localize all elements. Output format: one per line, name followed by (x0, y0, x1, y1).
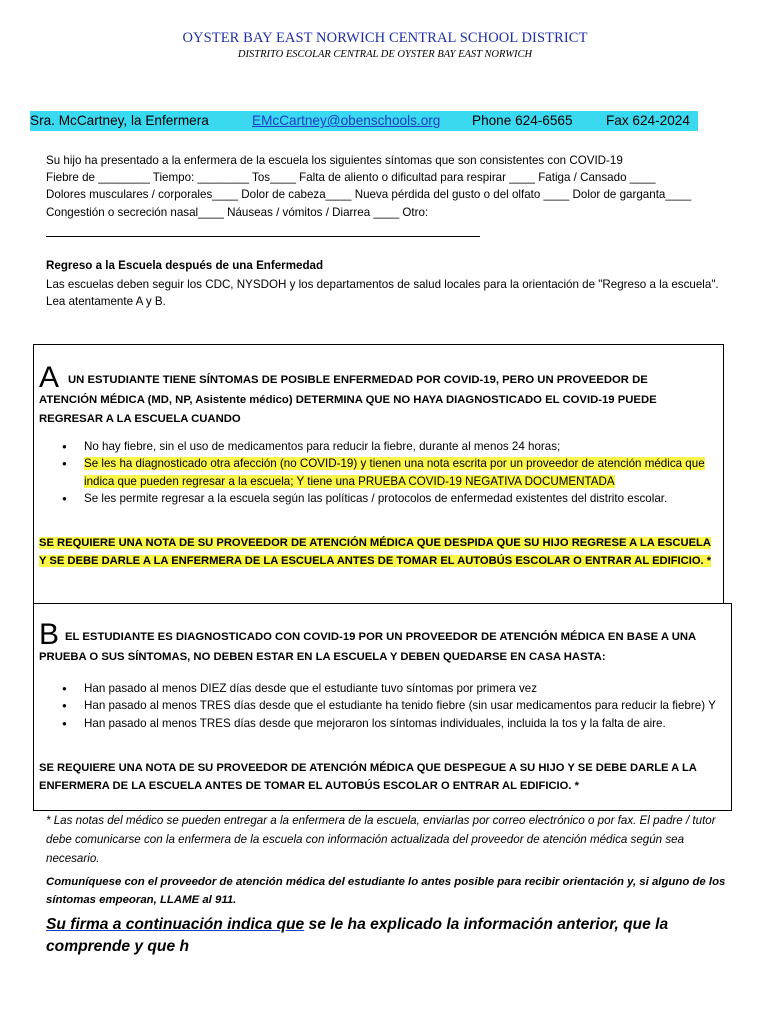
return-guidance: Las escuelas deben seguir los CDC, NYSDOH y los departamentos de salud locales para la orientación de "Regreso a la escuela". (46, 278, 719, 291)
section-b-bullet-3: ● Han pasado al menos TRES días desde que mejoraron los síntomas individuales, incluida la tos y la falta de aire. (46, 715, 718, 732)
section-b-heading-rest: PRUEBA O SUS SÍNTOMAS, NO DEBEN ESTAR EN LA ESCUELA Y DEBEN QUEDARSE EN CASA HASTA: (39, 651, 606, 663)
section-a-notice (39, 534, 714, 571)
section-b-bullet-2: ● Han pasado al menos TRES días desde que el estudiante ha tenido fiebre (sin usar medicamentos para reducir la fiebre) Y (46, 697, 718, 714)
symptoms-line-3: Congestión o secreción nasal____ Náuseas / vómitos / Diarrea ____ Otro: (46, 206, 429, 219)
section-b-letter: B (39, 618, 60, 651)
return-read-note: Lea atentamente A y B. (46, 295, 166, 309)
return-section-text (46, 276, 726, 310)
symptoms-line-2: Dolores musculares / corporales____ Dolor de cabeza____ Nueva pérdida del gusto o del olfato ____ Dolor de garganta____ (46, 188, 692, 201)
section-a-heading-first: UN ESTUDIANTE TIENE SÍNTOMAS DE POSIBLE ENFERMEDAD POR COVID-19, PERO UN PROVEEDOR DE (68, 374, 648, 386)
nurse-fax: Fax 624-2024 (606, 113, 690, 128)
section-b-notice: SE REQUIERE UNA NOTA DE SU PROVEEDOR DE ATENCIÓN MÉDICA QUE DESPEGUE A SU HIJO Y SE DEBE DARLE A LA ENFERMERA DE LA ESCUELA ANTES DE TOMAR EL AUTOBÚS ESCOLAR O ENTRAR AL EDIFICIO. * (39, 762, 697, 793)
section-b-bullet-1: ● Han pasado al menos DIEZ días desde que el estudiante tuvo síntomas por primera vez (46, 680, 718, 697)
symptoms-line-1: Fiebre de ________ Tiempo: ________ Tos____ Falta de aliento o dificultad para respirar ____ Fatiga / Cansado ____ (46, 171, 656, 184)
section-a-letter: A (39, 361, 60, 394)
nurse-phone: Phone 624-6565 (472, 113, 573, 128)
district-title: OYSTER BAY EAST NORWICH CENTRAL SCHOOL DISTRICT (182, 30, 588, 46)
signature-statement (46, 914, 726, 957)
return-section-title: Regreso a la Escuela después de una Enfermedad (46, 259, 324, 272)
section-a-bullet-2-text: Se les ha diagnosticado otra afección (no COVID-19) y tienen una nota escrita por un proveedor de atención médica que indica que pueden regresar a la escuela; Y tiene una PRUEBA COVID-19 NEGATIVA DOCUMENTADA (84, 457, 705, 488)
nurse-email-link[interactable]: EMcCartney@obenschools.org (252, 113, 441, 128)
symptoms-blank-line (46, 236, 480, 237)
symptoms-intro: Su hijo ha presentado a la enfermera de la escuela los siguientes síntomas que son consistentes con COVID-19 (46, 154, 623, 167)
signature-rest: se le ha explicado la información anterior, que la comprende y que h (46, 916, 669, 955)
section-a-box (33, 344, 724, 606)
section-a-list (46, 438, 714, 507)
section-b-heading-first: EL ESTUDIANTE ES DIAGNOSTICADO CON COVID-19 POR UN PROVEEDOR DE ATENCIÓN MÉDICA EN BASE A UNA (65, 631, 697, 643)
section-b-box (33, 603, 732, 811)
contact-doctor-note: Comuníquese con el proveedor de atención médica del estudiante lo antes posible para recibir orientación y, si alguno de los síntomas empeoran, LLAME al 911. (46, 876, 726, 907)
section-a-notice-text: SE REQUIERE UNA NOTA DE SU PROVEEDOR DE ATENCIÓN MÉDICA QUE DESPIDA QUE SU HIJO REGRESE A LA ESCUELA Y SE DEBE DARLE A LA ENFERMERA DE LA ESCUELA ANTES DE TOMAR EL AUTOBÚS ESCOLAR O ENTRAR AL EDIFICIO. * (39, 537, 712, 568)
section-b-heading (39, 628, 724, 667)
section-a-bullet-3: ● Se les permite regresar a la escuela según las políticas / protocolos de enfermedad existentes del distrito escolar. (46, 490, 714, 507)
district-subtitle: DISTRITO ESCOLAR CENTRAL DE OYSTER BAY EAST NORWICH (237, 49, 533, 60)
nurse-name: Sra. McCartney, la Enfermera (30, 113, 209, 128)
footnote: * Las notas del médico se pueden entregar a la enfermera de la escuela, enviarlas por correo electrónico o por fax. El padre / tutor debe comunicarse con la enfermera de la escuela con información actualizada del proveedor de atención médica según sea necesario. (46, 814, 716, 866)
section-a-heading-rest: ATENCIÓN MÉDICA (MD, NP, Asistente médico) DETERMINA QUE NO HAYA DIAGNOSTICADO EL COVID-19 PUEDE REGRESAR A LA ESCUELA CUANDO (39, 394, 657, 425)
section-a-bullet-1: ● No hay fiebre, sin el uso de medicamentos para reducir la fiebre, durante al menos 24 horas; (46, 438, 714, 455)
section-b-list (46, 680, 718, 732)
section-a-bullet-2 (46, 455, 714, 490)
section-a-heading (39, 371, 714, 428)
nurse-contact-bar (30, 111, 698, 131)
signature-underlined: Su firma a continuación indica que (46, 916, 305, 933)
